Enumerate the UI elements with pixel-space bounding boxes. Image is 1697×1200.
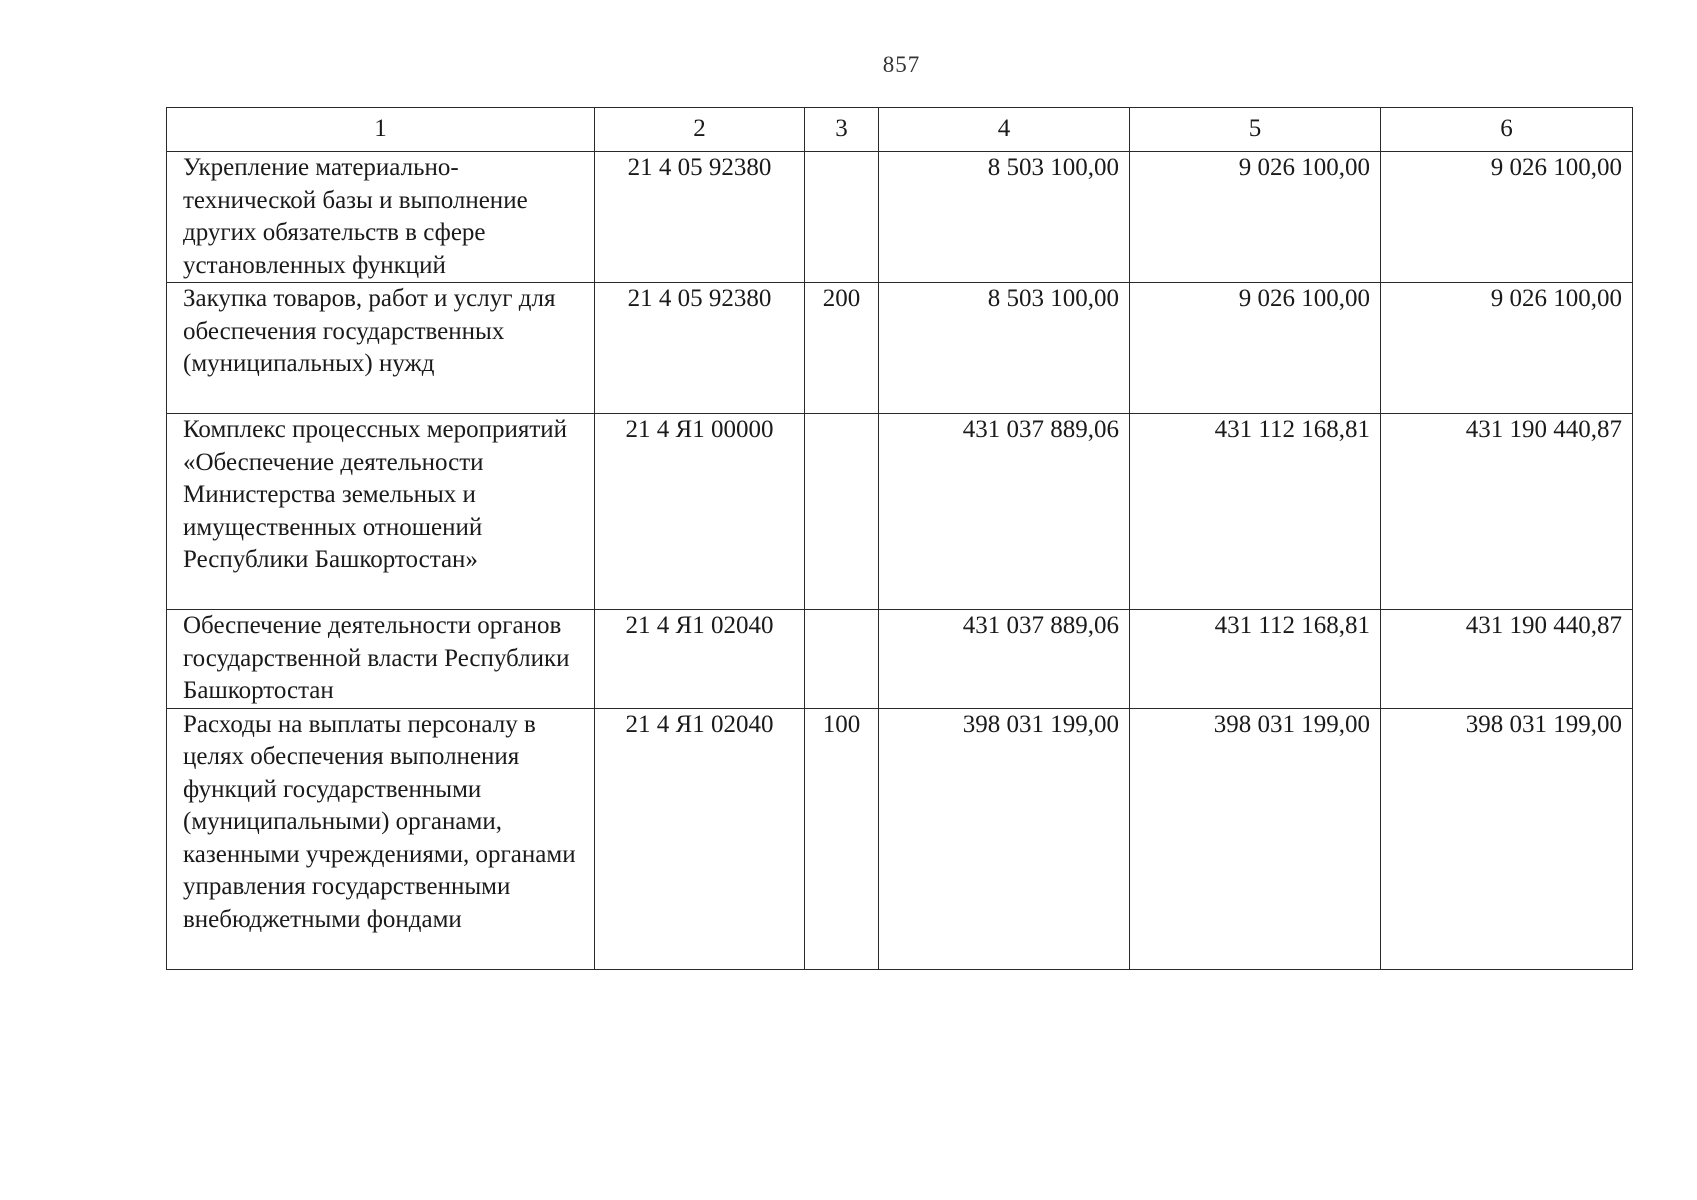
row-value-4: 398 031 199,00 bbox=[879, 708, 1130, 969]
row-value-4: 431 037 889,06 bbox=[879, 414, 1130, 610]
table-row bbox=[167, 610, 1633, 709]
row-code: 21 4 Я1 02040 bbox=[595, 708, 805, 969]
header-col-4: 4 bbox=[879, 108, 1130, 152]
row-name: Обеспечение деятельности органов государственной власти Республики Башкортостан bbox=[167, 610, 595, 709]
row-value-6: 431 190 440,87 bbox=[1381, 414, 1633, 610]
row-name: Расходы на выплаты персоналу в целях обеспечения выполнения функций государственными (муниципальными) органами, казенными учреждениями, органами управления государственными внебюджетными фондами bbox=[167, 708, 595, 969]
row-value-6: 9 026 100,00 bbox=[1381, 283, 1633, 414]
header-row bbox=[167, 108, 1633, 152]
page-number: 857 bbox=[882, 52, 921, 77]
row-value-6: 9 026 100,00 bbox=[1381, 152, 1633, 283]
row-expense-type bbox=[805, 610, 879, 709]
row-name: Укрепление материально-технической базы и выполнение других обязательств в сфере установленных функций bbox=[167, 152, 595, 283]
row-value-5: 431 112 168,81 bbox=[1130, 414, 1381, 610]
row-expense-type: 200 bbox=[805, 283, 879, 414]
row-code: 21 4 05 92380 bbox=[595, 152, 805, 283]
row-value-4: 431 037 889,06 bbox=[879, 610, 1130, 709]
table-body bbox=[167, 152, 1633, 970]
table-row bbox=[167, 283, 1633, 414]
table-header bbox=[167, 108, 1633, 152]
row-expense-type: 100 bbox=[805, 708, 879, 969]
row-value-5: 398 031 199,00 bbox=[1130, 708, 1381, 969]
table-row bbox=[167, 708, 1633, 969]
header-col-3: 3 bbox=[805, 108, 879, 152]
table-row bbox=[167, 152, 1633, 283]
header-col-5: 5 bbox=[1130, 108, 1381, 152]
budget-table bbox=[166, 107, 1633, 970]
row-name: Комплекс процессных мероприятий «Обеспечение деятельности Министерства земельных и имущественных отношений Республики Башкортостан» bbox=[167, 414, 595, 610]
row-code: 21 4 05 92380 bbox=[595, 283, 805, 414]
row-code: 21 4 Я1 02040 bbox=[595, 610, 805, 709]
row-value-5: 9 026 100,00 bbox=[1130, 152, 1381, 283]
row-value-5: 431 112 168,81 bbox=[1130, 610, 1381, 709]
row-expense-type bbox=[805, 414, 879, 610]
row-value-5: 9 026 100,00 bbox=[1130, 283, 1381, 414]
row-value-4: 8 503 100,00 bbox=[879, 283, 1130, 414]
header-col-1: 1 bbox=[167, 108, 595, 152]
header-col-2: 2 bbox=[595, 108, 805, 152]
row-value-4: 8 503 100,00 bbox=[879, 152, 1130, 283]
row-code: 21 4 Я1 00000 bbox=[595, 414, 805, 610]
row-value-6: 431 190 440,87 bbox=[1381, 610, 1633, 709]
table-row bbox=[167, 414, 1633, 610]
header-col-6: 6 bbox=[1381, 108, 1633, 152]
row-expense-type bbox=[805, 152, 879, 283]
row-value-6: 398 031 199,00 bbox=[1381, 708, 1633, 969]
row-name: Закупка товаров, работ и услуг для обеспечения государственных (муниципальных) нужд bbox=[167, 283, 595, 414]
